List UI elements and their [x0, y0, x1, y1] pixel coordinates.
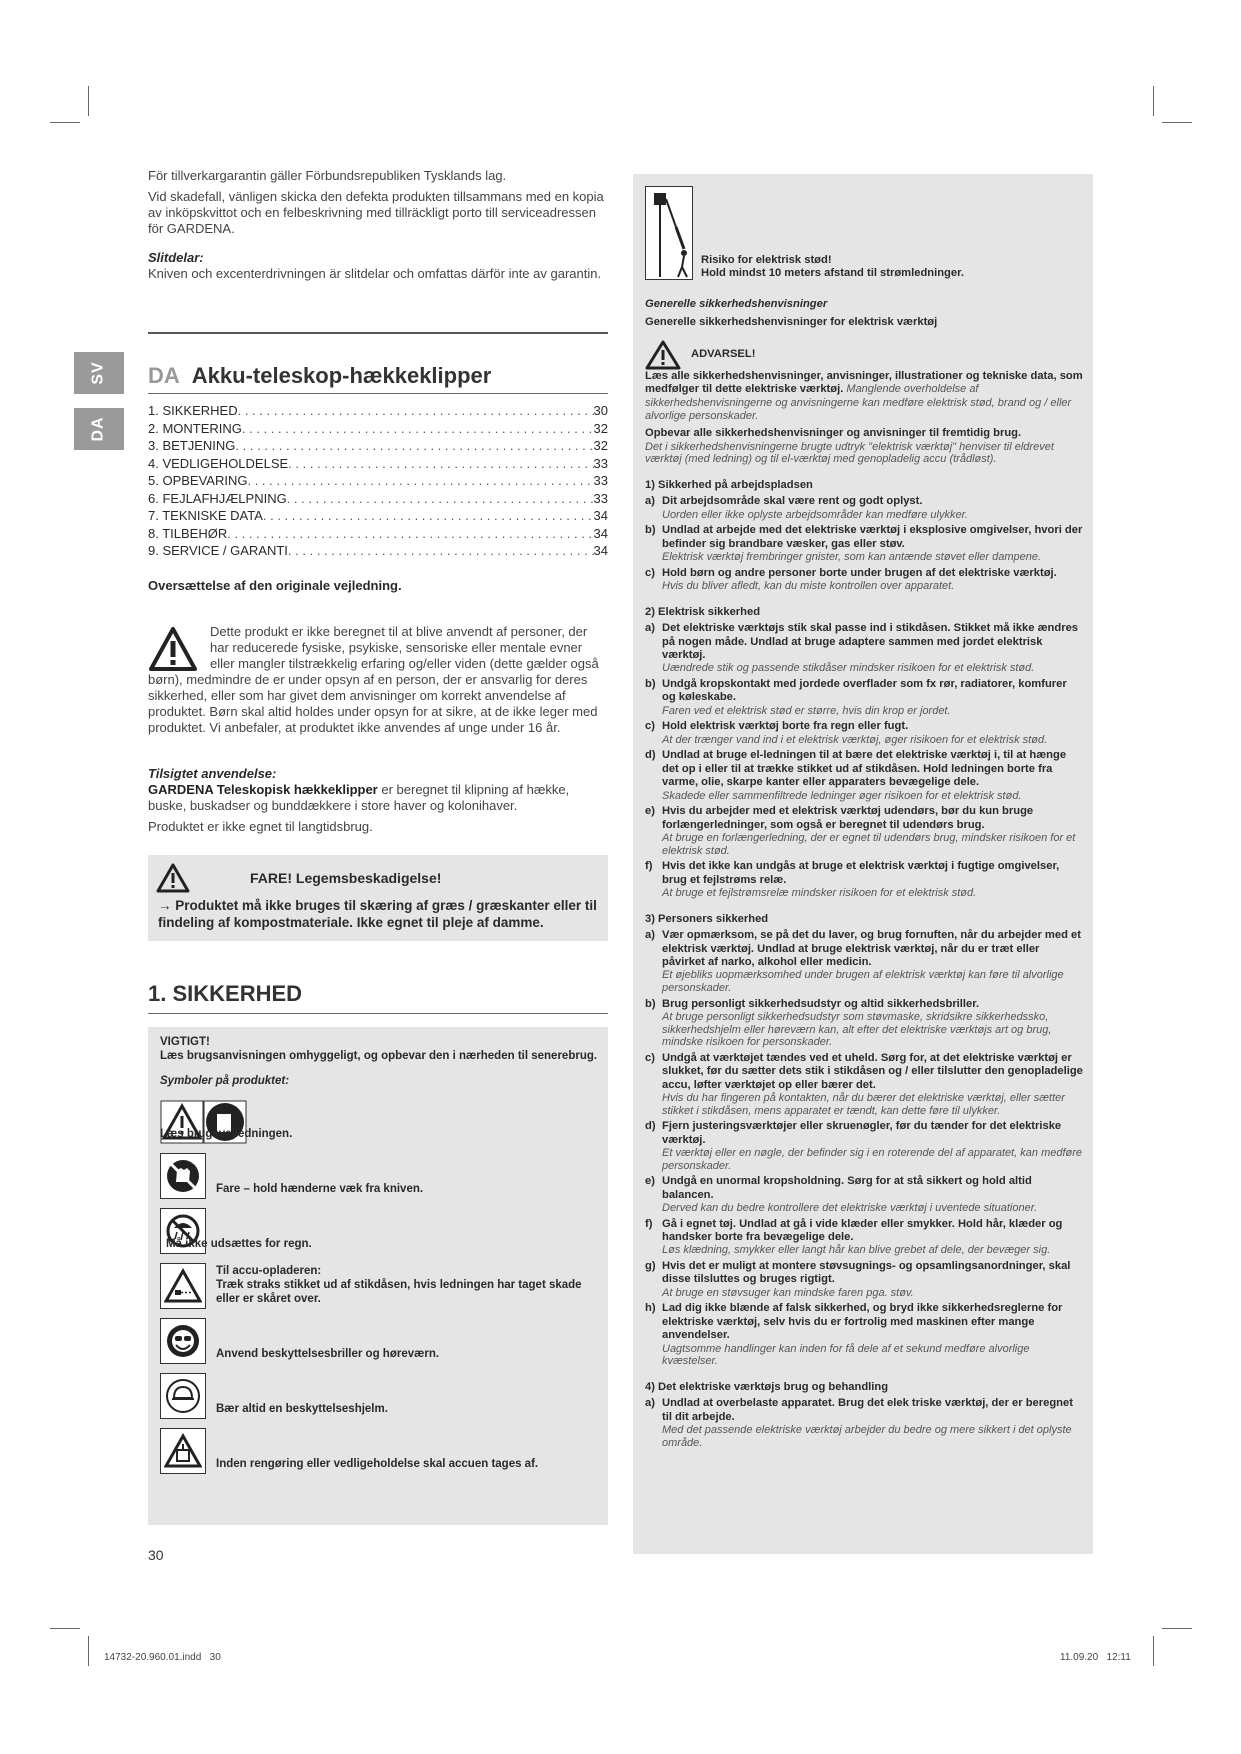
right-content — [645, 298, 1083, 1452]
symbol-row — [160, 1421, 598, 1474]
shock-line1: Risiko for elektrisk stød! — [701, 254, 832, 266]
shock-warning — [701, 254, 964, 281]
intro1: Læs alle sikkerhedshenvisninger, anvisninger, illustrationer og tekniske data, som medfølger til dette elektriske værktøj. Manglende overholdelse af sikkerhedshenvisningerne og anvisningerne kan medføre elektrisk stød, brand og / eller alvorlige personskader. — [645, 369, 1083, 423]
safety-item: e) Hvis du arbejder med et elektrisk værktøj udendørs, bør du kun bruge forlængerledninger, som også er beregnet til udendørs brug. At bruge en forlængerledning, der er egnet til udendørs brug, mindsker risikoen for et elektrisk stød. — [645, 805, 1076, 857]
warning-text: Dette produkt er ikke beregnet til at blive anvendt af personer, der har reducerede fysiske, psykiske, sensoriske eller mentale evner eller mangler tilstrækkelig erfaring og/eller viden (dette gælder også børn), medmindre de er under opsyn af en person, der er ansvarlig for deres sikkerhed, eller som har givet dem anvisninger om korrekt anvendelse af produktet. Børn skal altid holdes under opsyn for at sikre, at de ikke leger med produktet. Vi anbefaler, at produktet ikke anvendes af unge under 16 år. — [148, 623, 599, 735]
divider — [148, 1013, 608, 1014]
toc-item[interactable]: 1. SIKKERHED . . . 30 — [148, 402, 608, 420]
safety-item: g) Hvis det er muligt at montere støvsugnings- og opsamlingsanordninger, skal disse tilsluttes og bruges rigtigt. At bruge en støvsuger kan mindske faren pga. støv. — [645, 1259, 1071, 1299]
safety-item: c) Undgå at værktøjet tændes ved et uheld. Sørg for, at det elektriske værktøj er slukket, før du sætter dets stik i stikdåsen og / eller tilslutter den genopladelige accu, løfter værktøjet op eller bærer det. Hvis du har fingeren på kontakten, når du bærer det elektriske værktøj, eller sætter stikket i stikdåsen, mens apparatet er tændt, kan dette føre til ulykker. — [645, 1051, 1083, 1117]
symbol-text: Må ikke udsættes for regn. — [166, 1237, 312, 1250]
right-column — [633, 174, 1093, 1554]
safety-item: h) Lad dig ikke blænde af falsk sikkerhed, og bryd ikke sikkerhedsreglerne for elektriske værktøj, selv hvis du er fortrolig med maskinen efter mange anvendelser. Uagtsomme handlinger kan inden for få dele af et sekund medføre alvorlige kvæstelser. — [645, 1302, 1063, 1368]
crop-mark — [50, 1628, 80, 1629]
translation-note: Oversættelse af den originale vejledning. — [148, 577, 402, 593]
lang-code: DA — [148, 363, 180, 388]
danger-text: → Produktet må ikke bruges til skæring af græs / græskanter eller til findeling af kompostmateriale. Ikke egnet til pleje af damme. — [158, 897, 597, 930]
wear-heading: Slitdelar: — [148, 250, 204, 265]
charger-warning-icon — [160, 1263, 206, 1309]
goggles-ear-icon — [160, 1318, 206, 1364]
symbol-text: Læs brugsvejledningen. — [160, 1127, 293, 1140]
symbol-row — [160, 1091, 598, 1144]
footer-date: 11.09.20 12:11 — [1060, 1652, 1131, 1663]
warning-triangle-icon — [645, 340, 681, 370]
symbol-row — [160, 1311, 598, 1364]
toc-item[interactable]: 8. TILBEHØR . . . 34 — [148, 525, 608, 543]
safety-item: e) Undgå en unormal kropsholdning. Sørg for at stå sikkert og hold altid balancen. Derved kan du bedre kontrollere det elektriske værktøj i uventede situationer. — [645, 1175, 1038, 1214]
toc-item[interactable]: 6. FEJLAFHJÆLPNING . . . 33 — [148, 490, 608, 508]
symbol-row — [160, 1146, 598, 1199]
tab-sv[interactable]: SV — [74, 352, 124, 394]
crop-mark — [50, 122, 80, 123]
shock-line2: Hold mindst 10 meters afstand til strømledninger. — [701, 267, 964, 280]
crop-mark — [88, 86, 89, 116]
section-title: 3) Personers sikkerhed — [645, 912, 769, 925]
symbol-text: Anvend beskyttelsesbriller og høreværn. — [216, 1347, 440, 1360]
advarsel-row — [645, 340, 1083, 370]
symbol-text: Bær altid en beskyttelseshjelm. — [216, 1402, 388, 1415]
language-tabs — [74, 352, 124, 464]
danger-title: FARE! Legemsbeskadigelse! — [250, 869, 442, 886]
tab-da[interactable]: DA — [74, 408, 124, 450]
safety-item: a) Dit arbejdsområde skal være rent og godt oplyst. Uorden eller ikke oplyste arbejdsområder kan medføre ulykker. — [645, 495, 968, 521]
safety-item: f) Hvis det ikke kan undgås at bruge et elektrisk værktøj i fugtige omgivelser, brug et fejlstrøms relæ. At bruge et fejlstrømsrelæ mindsker risikoen for et elektrisk stød. — [645, 860, 1060, 900]
symbol-row — [160, 1256, 598, 1309]
safety-item: a) Vær opmærksom, se på det du laver, og brug fornuften, når du arbejder med et elektrisk værktøj. Undlad at bruge elektrisk værktøj, når du er træt eller påvirket af narko, alkohol eller medicin. Et øjebliks uopmærksomhed under brugen af elektrisk værktøj kan føre til alvorlige personskader. — [645, 929, 1081, 994]
crop-mark — [1153, 1636, 1154, 1666]
intro2: Opbevar alle sikkerhedshenvisninger og anvisninger til fremtidig brug. — [645, 427, 1022, 440]
safety-item: d) Fjern justeringsværktøjer eller skruenøgler, før du tænder for det elektriske værktøj. Et værktøj eller en nøgle, der befinder sig i en roterende del af apparatet, kan medføre personskader. — [645, 1120, 1083, 1172]
warning-triangle-icon — [156, 863, 190, 893]
crop-mark — [1153, 86, 1154, 116]
power-line-icon — [645, 186, 693, 280]
safety-item: a) Det elektriske værktøjs stik skal passe ind i stikdåsen. Stikket må ikke ændres på nogen måde. Undlad at bruge adaptere sammen med jordet elektrisk værktøj. Uændrede stik og passende stikdåser mindsker risikoen for et elektrisk stød. — [645, 622, 1079, 675]
toc-item[interactable]: 9. SERVICE / GARANTI . . . 34 — [148, 542, 608, 560]
toc-item[interactable]: 2. MONTERING . . . 32 — [148, 420, 608, 438]
important-text: Læs brugsanvisningen omhyggeligt, og opbevar den i nærheden til senerebrug. — [160, 1049, 598, 1062]
toc-item[interactable]: 7. TEKNISKE DATA . . . 34 — [148, 507, 608, 525]
left-column — [148, 168, 608, 1563]
warning-triangle-icon — [148, 626, 198, 672]
symbols-heading: Symboler på produktet: — [160, 1074, 290, 1087]
helmet-icon — [160, 1373, 206, 1419]
section-heading: 1. SIKKERHED — [148, 980, 303, 1006]
symbol-text: Inden rengøring eller vedligeholdelse skal accuen tages af. — [216, 1457, 539, 1470]
page-title — [148, 363, 608, 389]
intro2-note: Det i sikkerhedshenvisningerne brugte udtryk "elektrisk værktøj" henviser til eldrevet værktøj (med ledning) og til el-værktøj med genopladelig accu (trådløst). — [645, 440, 1054, 466]
important-label: VIGTIGT! — [160, 1035, 210, 1048]
toc-item[interactable]: 3. BETJENING . . . 32 — [148, 437, 608, 455]
table-of-contents — [148, 402, 608, 560]
product-title: Akku-teleskop-hækkeklipper — [191, 363, 492, 388]
crop-mark — [88, 1636, 89, 1666]
page-number: 30 — [148, 1546, 164, 1563]
intended-heading: Tilsigtet anvendelse: — [148, 765, 277, 781]
safety-item: f) Gå i egnet tøj. Undlad at gå i vide klæder eller smykker. Hold hår, klæder og handsker borte fra bevægelige dele. Løs klædning, smykker eller langt hår kan blive grebet af dele, der bevæger sig. — [645, 1217, 1063, 1257]
safety-item: c) Hold elektrisk værktøj borte fra regn eller fugt. At der trænger vand ind i et elektrisk værktøj, øger risikoen for et elektrisk stød. — [645, 720, 1048, 746]
intended-text: GARDENA Teleskopisk hækkeklipper er beregnet til klipning af hække, buske, buskadser og bunddækkere i store haver og kolonihaver. — [148, 781, 570, 813]
toc-item[interactable]: 4. VEDLIGEHOLDELSE . . . 33 — [148, 455, 608, 473]
divider — [148, 332, 608, 334]
symbol-text: Til accu-opladeren: Træk straks stikket ud af stikdåsen, hvis ledningen har taget skade eller er skåret over. — [216, 1264, 582, 1305]
safety-item: d) Undlad at bruge el-ledningen til at bære det elektriske værktøj i, til at hænge det op i eller til at trække stikket ud af stikdåsen. Hold ledningen borte fra varme, olie, skarpe kanter eller apparaters bevægelige dele. Skadede eller sammenfiltrede ledninger øger risikoen for et elektrisk stød. — [645, 749, 1067, 802]
crop-mark — [1162, 122, 1192, 123]
warranty-law: För tillverkargarantin gäller Förbundsrepubliken Tysklands lag. — [148, 168, 507, 183]
warranty-damage: Vid skadefall, vänligen skicka den defekta produkten tillsammans med en kopia av inköpskvittot och en felbeskrivning med tillräckligt porto till serviceadressen för GARDENA. — [148, 189, 604, 236]
section-title: 4) Det elektriske værktøjs brug og behandling — [645, 1380, 889, 1393]
wear-text: Kniven och excenterdrivningen är slitdelar och omfattas därför inte av garantin. — [148, 266, 602, 281]
important-box — [148, 1027, 608, 1525]
warning-block — [148, 624, 608, 736]
symbol-row — [160, 1201, 598, 1254]
intended-note: Produktet er ikke egnet til langtidsbrug. — [148, 818, 373, 834]
general-heading-italic: Generelle sikkerhedshenvisninger — [645, 298, 828, 310]
symbol-text: Fare – hold hænderne væk fra kniven. — [216, 1182, 424, 1195]
crop-mark — [1162, 1628, 1192, 1629]
footer-file: 14732-20.960.01.indd 30 — [104, 1652, 221, 1663]
section-title: 2) Elektrisk sikkerhed — [645, 605, 761, 618]
section-title: 1) Sikkerhed på arbejdspladsen — [645, 479, 813, 492]
safety-item: b) Undgå kropskontakt med jordede overflader som fx rør, radiatorer, komfurer og køleskabe. Faren ved et elektrisk stød er større, hvis din krop er jordet. — [645, 678, 1067, 717]
safety-item: b) Undlad at arbejde med det elektriske værktøj i eksplosive omgivelser, hvori der befinder sig brandbare væsker, gas eller støv. Elektrisk værktøj frembringer gnister, som kan antænde støvet eller dampene. — [645, 524, 1083, 564]
divider — [148, 393, 608, 394]
remove-battery-icon — [160, 1428, 206, 1474]
symbol-row — [160, 1366, 598, 1419]
safety-item: c) Hold børn og andre personer borte under brugen af det elektriske værktøj. Hvis du bliver afledt, kan du miste kontrollen over apparatet. — [645, 566, 1057, 593]
toc-item[interactable]: 5. OPBEVARING . . . 33 — [148, 472, 608, 490]
safety-item: a) Undlad at overbelaste apparatet. Brug det elek triske værktøj, der er beregnet til dit arbejde. Med det passende elektriske værktøj arbejder du bedre og mere sikkert i det oplyste område. — [645, 1397, 1073, 1449]
danger-box — [148, 855, 608, 941]
general-heading: Generelle sikkerhedshenvisninger for elektrisk værktøj — [645, 316, 938, 329]
safety-sections — [645, 479, 1083, 1449]
warning-label: ADVARSEL! — [691, 348, 756, 361]
hand-blade-icon — [160, 1153, 206, 1199]
safety-item: b) Brug personligt sikkerhedsudstyr og altid sikkerhedsbriller. At bruge personligt sikkerhedsudstyr som støvmaske, skridsikre sikkerhedssko, sikkerhedshjelm eller høreværn kan, alt efter det elektriske værktøjs art og brug, mindske risikoen for personskader. — [645, 997, 1052, 1049]
